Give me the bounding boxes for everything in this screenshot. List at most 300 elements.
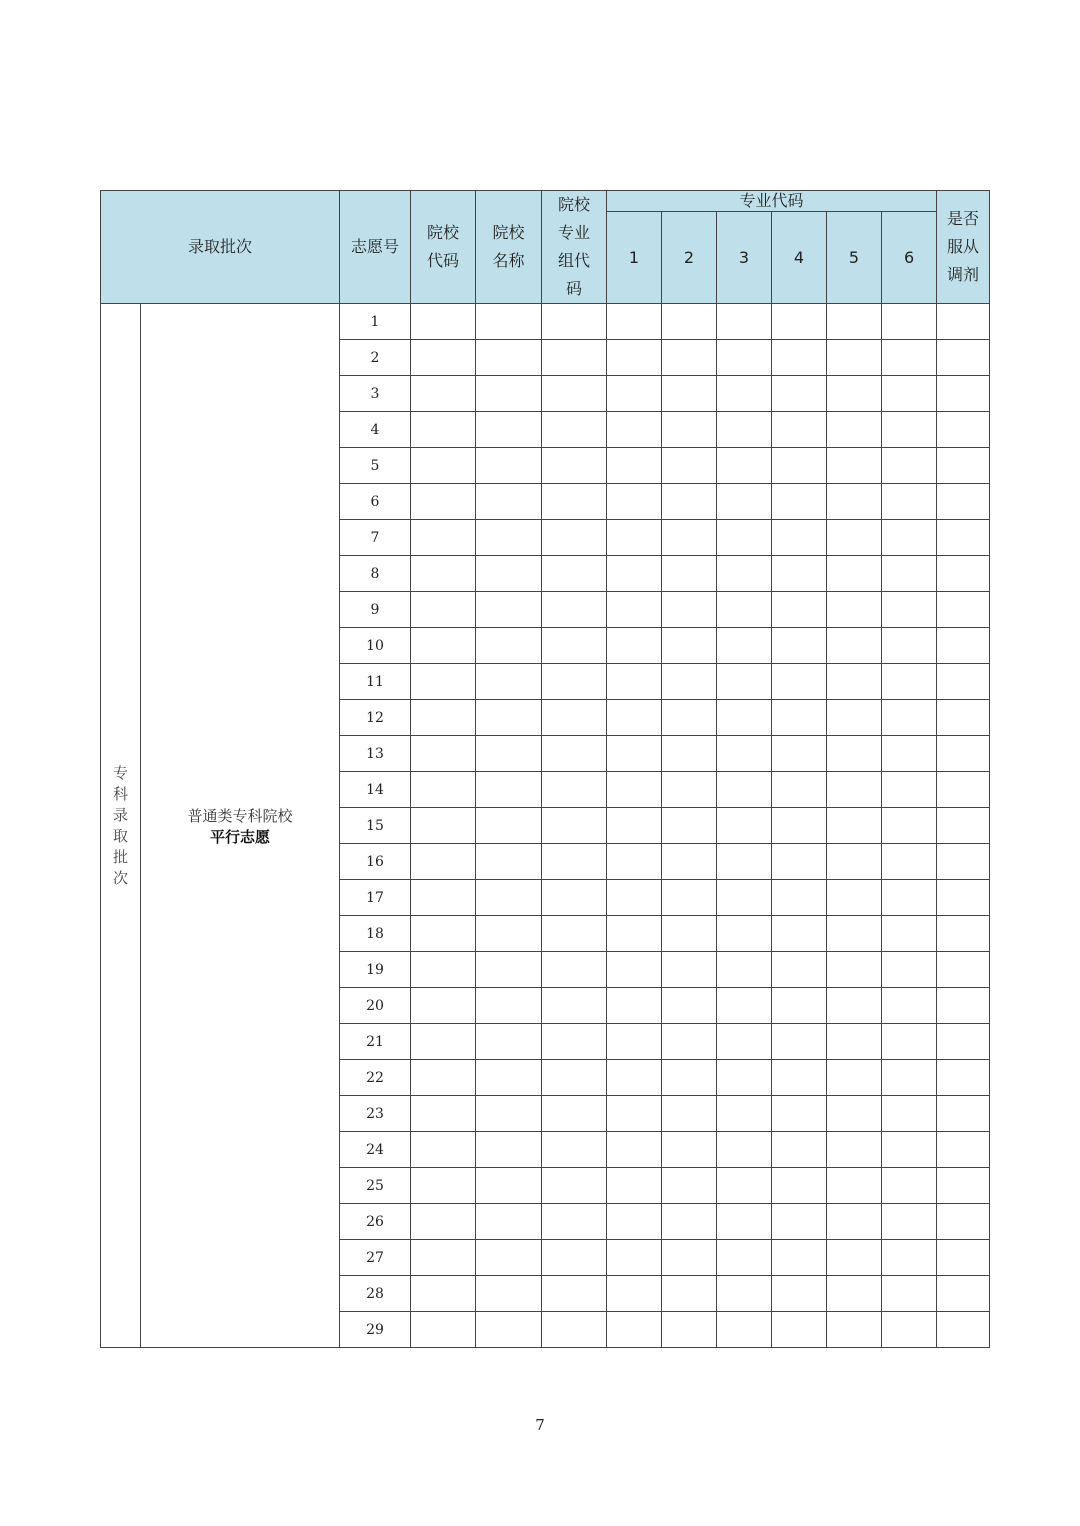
choice-number: 11 <box>340 664 411 700</box>
school-code-cell[interactable] <box>411 1240 476 1276</box>
major-code-1-cell[interactable] <box>607 808 662 844</box>
school-name-cell[interactable] <box>476 484 542 520</box>
major-code-5-cell[interactable] <box>827 520 882 556</box>
group-code-cell[interactable] <box>542 340 607 376</box>
major-code-5-cell[interactable] <box>827 1204 882 1240</box>
major-code-6-cell[interactable] <box>882 808 937 844</box>
major-code-2-cell[interactable] <box>662 916 717 952</box>
comply-cell[interactable] <box>937 556 990 592</box>
major-code-5-cell[interactable] <box>827 1096 882 1132</box>
school-name-cell[interactable] <box>476 556 542 592</box>
major-code-4-cell[interactable] <box>772 1060 827 1096</box>
major-code-2-cell[interactable] <box>662 412 717 448</box>
major-code-3-cell[interactable] <box>717 592 772 628</box>
major-code-3-cell[interactable] <box>717 340 772 376</box>
major-code-3-cell[interactable] <box>717 304 772 340</box>
major-code-3-cell[interactable] <box>717 772 772 808</box>
school-name-cell[interactable] <box>476 844 542 880</box>
major-code-4-cell[interactable] <box>772 484 827 520</box>
school-code-cell[interactable] <box>411 592 476 628</box>
major-code-1-cell[interactable] <box>607 1060 662 1096</box>
school-code-cell[interactable] <box>411 1312 476 1348</box>
school-code-cell[interactable] <box>411 1276 476 1312</box>
major-code-6-cell[interactable] <box>882 880 937 916</box>
school-code-cell[interactable] <box>411 772 476 808</box>
major-code-6-cell[interactable] <box>882 1312 937 1348</box>
major-code-4-cell[interactable] <box>772 1024 827 1060</box>
school-code-cell[interactable] <box>411 844 476 880</box>
major-code-3-cell[interactable] <box>717 1312 772 1348</box>
comply-cell[interactable] <box>937 1168 990 1204</box>
school-name-cell[interactable] <box>476 1276 542 1312</box>
school-code-cell[interactable] <box>411 484 476 520</box>
major-code-6-cell[interactable] <box>882 1204 937 1240</box>
major-code-6-cell[interactable] <box>882 448 937 484</box>
major-code-2-cell[interactable] <box>662 1060 717 1096</box>
major-code-2-cell[interactable] <box>662 1132 717 1168</box>
major-code-3-cell[interactable] <box>717 664 772 700</box>
comply-cell[interactable] <box>937 700 990 736</box>
group-code-cell[interactable] <box>542 1276 607 1312</box>
school-code-cell[interactable] <box>411 736 476 772</box>
major-code-3-cell[interactable] <box>717 1168 772 1204</box>
school-name-cell[interactable] <box>476 1096 542 1132</box>
major-code-1-cell[interactable] <box>607 880 662 916</box>
school-code-cell[interactable] <box>411 880 476 916</box>
group-code-cell[interactable] <box>542 844 607 880</box>
choice-number: 8 <box>340 556 411 592</box>
choice-number: 3 <box>340 376 411 412</box>
major-code-6-cell[interactable] <box>882 1024 937 1060</box>
major-code-4-cell[interactable] <box>772 736 827 772</box>
major-code-6-cell[interactable] <box>882 484 937 520</box>
major-code-2-cell[interactable] <box>662 592 717 628</box>
major-code-3-cell[interactable] <box>717 700 772 736</box>
major-code-6-cell[interactable] <box>882 592 937 628</box>
major-code-1-cell[interactable] <box>607 520 662 556</box>
major-code-5-cell[interactable] <box>827 304 882 340</box>
major-code-2-cell[interactable] <box>662 484 717 520</box>
major-code-5-cell[interactable] <box>827 952 882 988</box>
group-code-cell[interactable] <box>542 880 607 916</box>
major-code-2-cell[interactable] <box>662 1168 717 1204</box>
school-code-cell[interactable] <box>411 664 476 700</box>
group-code-cell[interactable] <box>542 916 607 952</box>
major-code-4-cell[interactable] <box>772 412 827 448</box>
major-code-4-cell[interactable] <box>772 808 827 844</box>
major-code-6-cell[interactable] <box>882 1132 937 1168</box>
school-name-cell[interactable] <box>476 628 542 664</box>
comply-cell[interactable] <box>937 772 990 808</box>
group-code-cell[interactable] <box>542 952 607 988</box>
comply-cell[interactable] <box>937 988 990 1024</box>
major-code-1-cell[interactable] <box>607 556 662 592</box>
major-code-2-cell[interactable] <box>662 304 717 340</box>
major-code-3-cell[interactable] <box>717 1276 772 1312</box>
major-code-6-cell[interactable] <box>882 412 937 448</box>
major-code-3-cell[interactable] <box>717 520 772 556</box>
comply-cell[interactable] <box>937 484 990 520</box>
header-school-name: 院校 名称 <box>476 191 542 304</box>
major-code-2-cell[interactable] <box>662 844 717 880</box>
major-code-3-cell[interactable] <box>717 1060 772 1096</box>
major-code-6-cell[interactable] <box>882 628 937 664</box>
major-code-4-cell[interactable] <box>772 700 827 736</box>
major-code-3-cell[interactable] <box>717 1204 772 1240</box>
major-code-6-cell[interactable] <box>882 340 937 376</box>
school-code-cell[interactable] <box>411 448 476 484</box>
major-code-5-cell[interactable] <box>827 1312 882 1348</box>
major-code-5-cell[interactable] <box>827 340 882 376</box>
comply-cell[interactable] <box>937 376 990 412</box>
major-code-4-cell[interactable] <box>772 1168 827 1204</box>
major-code-4-cell[interactable] <box>772 772 827 808</box>
school-code-cell[interactable] <box>411 520 476 556</box>
major-code-5-cell[interactable] <box>827 808 882 844</box>
batch-vertical-label <box>101 304 141 1348</box>
choice-number: 29 <box>340 1312 411 1348</box>
comply-cell[interactable] <box>937 520 990 556</box>
group-code-cell[interactable] <box>542 664 607 700</box>
major-code-1-cell[interactable] <box>607 1312 662 1348</box>
comply-cell[interactable] <box>937 592 990 628</box>
comply-cell[interactable] <box>937 628 990 664</box>
major-code-4-cell[interactable] <box>772 988 827 1024</box>
major-code-3-cell[interactable] <box>717 556 772 592</box>
comply-cell[interactable] <box>937 412 990 448</box>
major-code-3-cell[interactable] <box>717 916 772 952</box>
group-code-cell[interactable] <box>542 448 607 484</box>
major-code-4-cell[interactable] <box>772 592 827 628</box>
major-code-4-cell[interactable] <box>772 340 827 376</box>
major-code-2-cell[interactable] <box>662 1096 717 1132</box>
major-code-3-cell[interactable] <box>717 1096 772 1132</box>
major-code-5-cell[interactable] <box>827 916 882 952</box>
comply-cell[interactable] <box>937 736 990 772</box>
major-code-6-cell[interactable] <box>882 700 937 736</box>
comply-cell[interactable] <box>937 1240 990 1276</box>
major-code-5-cell[interactable] <box>827 448 882 484</box>
school-code-cell[interactable] <box>411 700 476 736</box>
major-code-1-cell[interactable] <box>607 772 662 808</box>
major-code-2-cell[interactable] <box>662 988 717 1024</box>
major-code-6-cell[interactable] <box>882 844 937 880</box>
major-code-1-cell[interactable] <box>607 1276 662 1312</box>
school-code-cell[interactable] <box>411 340 476 376</box>
major-code-4-cell[interactable] <box>772 556 827 592</box>
school-code-cell[interactable] <box>411 1060 476 1096</box>
group-code-cell[interactable] <box>542 520 607 556</box>
major-code-5-cell[interactable] <box>827 592 882 628</box>
school-code-cell[interactable] <box>411 1168 476 1204</box>
major-code-2-cell[interactable] <box>662 448 717 484</box>
group-code-cell[interactable] <box>542 772 607 808</box>
major-code-5-cell[interactable] <box>827 628 882 664</box>
major-code-3-cell[interactable] <box>717 988 772 1024</box>
group-code-cell[interactable] <box>542 988 607 1024</box>
school-name-cell[interactable] <box>476 304 542 340</box>
school-name-cell[interactable] <box>476 664 542 700</box>
comply-cell[interactable] <box>937 844 990 880</box>
major-code-2-cell[interactable] <box>662 520 717 556</box>
major-code-3-cell[interactable] <box>717 484 772 520</box>
major-code-1-cell[interactable] <box>607 340 662 376</box>
major-code-1-cell[interactable] <box>607 1132 662 1168</box>
major-code-3-cell[interactable] <box>717 448 772 484</box>
major-code-5-cell[interactable] <box>827 484 882 520</box>
comply-cell[interactable] <box>937 448 990 484</box>
batch-vertical-char: 录 <box>112 805 128 824</box>
major-code-1-cell[interactable] <box>607 592 662 628</box>
major-code-5-cell[interactable] <box>827 1168 882 1204</box>
comply-cell[interactable] <box>937 1276 990 1312</box>
group-code-cell[interactable] <box>542 1132 607 1168</box>
comply-cell[interactable] <box>937 1132 990 1168</box>
major-code-2-cell[interactable] <box>662 952 717 988</box>
major-code-4-cell[interactable] <box>772 1096 827 1132</box>
major-code-5-cell[interactable] <box>827 376 882 412</box>
school-name-cell[interactable] <box>476 592 542 628</box>
major-code-5-cell[interactable] <box>827 1060 882 1096</box>
major-code-5-cell[interactable] <box>827 880 882 916</box>
school-name-cell[interactable] <box>476 1132 542 1168</box>
major-code-2-cell[interactable] <box>662 340 717 376</box>
school-name-cell[interactable] <box>476 988 542 1024</box>
major-code-5-cell[interactable] <box>827 736 882 772</box>
group-code-cell[interactable] <box>542 1312 607 1348</box>
comply-cell[interactable] <box>937 808 990 844</box>
school-name-cell[interactable] <box>476 1312 542 1348</box>
major-code-2-cell[interactable] <box>662 1312 717 1348</box>
group-code-cell[interactable] <box>542 1240 607 1276</box>
major-code-6-cell[interactable] <box>882 988 937 1024</box>
major-code-6-cell[interactable] <box>882 664 937 700</box>
major-code-3-cell[interactable] <box>717 1024 772 1060</box>
major-code-1-cell[interactable] <box>607 952 662 988</box>
comply-cell[interactable] <box>937 1204 990 1240</box>
major-code-2-cell[interactable] <box>662 376 717 412</box>
group-code-cell[interactable] <box>542 412 607 448</box>
comply-cell[interactable] <box>937 1096 990 1132</box>
major-code-1-cell[interactable] <box>607 412 662 448</box>
major-code-4-cell[interactable] <box>772 916 827 952</box>
school-name-cell[interactable] <box>476 808 542 844</box>
major-code-3-cell[interactable] <box>717 844 772 880</box>
major-code-4-cell[interactable] <box>772 1276 827 1312</box>
major-code-6-cell[interactable] <box>882 916 937 952</box>
major-code-6-cell[interactable] <box>882 772 937 808</box>
school-code-cell[interactable] <box>411 376 476 412</box>
school-code-cell[interactable] <box>411 304 476 340</box>
major-code-1-cell[interactable] <box>607 1024 662 1060</box>
school-name-cell[interactable] <box>476 1204 542 1240</box>
comply-cell[interactable] <box>937 916 990 952</box>
group-code-cell[interactable] <box>542 736 607 772</box>
school-code-cell[interactable] <box>411 1096 476 1132</box>
major-code-1-cell[interactable] <box>607 916 662 952</box>
school-name-cell[interactable] <box>476 700 542 736</box>
major-code-2-cell[interactable] <box>662 808 717 844</box>
major-code-4-cell[interactable] <box>772 880 827 916</box>
major-code-4-cell[interactable] <box>772 1312 827 1348</box>
school-code-cell[interactable] <box>411 988 476 1024</box>
group-code-cell[interactable] <box>542 700 607 736</box>
major-code-4-cell[interactable] <box>772 376 827 412</box>
school-name-cell[interactable] <box>476 1060 542 1096</box>
major-code-3-cell[interactable] <box>717 1240 772 1276</box>
major-code-4-cell[interactable] <box>772 844 827 880</box>
school-code-cell[interactable] <box>411 556 476 592</box>
major-code-5-cell[interactable] <box>827 1024 882 1060</box>
major-code-1-cell[interactable] <box>607 484 662 520</box>
group-code-cell[interactable] <box>542 1204 607 1240</box>
school-code-cell[interactable] <box>411 952 476 988</box>
group-code-cell[interactable] <box>542 1096 607 1132</box>
comply-cell[interactable] <box>937 340 990 376</box>
major-code-2-cell[interactable] <box>662 700 717 736</box>
major-code-1-cell[interactable] <box>607 1204 662 1240</box>
header-major-col-5: 5 <box>827 212 882 304</box>
major-code-2-cell[interactable] <box>662 736 717 772</box>
group-code-cell[interactable] <box>542 1024 607 1060</box>
major-code-2-cell[interactable] <box>662 1204 717 1240</box>
major-code-2-cell[interactable] <box>662 1276 717 1312</box>
major-code-6-cell[interactable] <box>882 556 937 592</box>
comply-cell[interactable] <box>937 1024 990 1060</box>
major-code-4-cell[interactable] <box>772 1132 827 1168</box>
school-name-cell[interactable] <box>476 1240 542 1276</box>
school-code-cell[interactable] <box>411 1024 476 1060</box>
major-code-5-cell[interactable] <box>827 772 882 808</box>
school-name-cell[interactable] <box>476 376 542 412</box>
choice-number: 14 <box>340 772 411 808</box>
major-code-4-cell[interactable] <box>772 628 827 664</box>
comply-cell[interactable] <box>937 880 990 916</box>
major-code-1-cell[interactable] <box>607 448 662 484</box>
major-code-5-cell[interactable] <box>827 988 882 1024</box>
school-name-cell[interactable] <box>476 916 542 952</box>
major-code-6-cell[interactable] <box>882 1168 937 1204</box>
major-code-5-cell[interactable] <box>827 664 882 700</box>
school-name-cell[interactable] <box>476 412 542 448</box>
school-code-cell[interactable] <box>411 916 476 952</box>
major-code-1-cell[interactable] <box>607 664 662 700</box>
major-code-5-cell[interactable] <box>827 1276 882 1312</box>
major-code-3-cell[interactable] <box>717 952 772 988</box>
school-code-cell[interactable] <box>411 412 476 448</box>
comply-cell[interactable] <box>937 1060 990 1096</box>
school-name-cell[interactable] <box>476 772 542 808</box>
group-code-cell[interactable] <box>542 556 607 592</box>
major-code-1-cell[interactable] <box>607 628 662 664</box>
school-code-cell[interactable] <box>411 628 476 664</box>
school-code-cell[interactable] <box>411 1204 476 1240</box>
major-code-4-cell[interactable] <box>772 520 827 556</box>
major-code-6-cell[interactable] <box>882 736 937 772</box>
group-code-cell[interactable] <box>542 1168 607 1204</box>
major-code-1-cell[interactable] <box>607 700 662 736</box>
major-code-5-cell[interactable] <box>827 412 882 448</box>
major-code-2-cell[interactable] <box>662 1024 717 1060</box>
major-code-6-cell[interactable] <box>882 520 937 556</box>
school-code-cell[interactable] <box>411 1132 476 1168</box>
major-code-1-cell[interactable] <box>607 304 662 340</box>
school-name-cell[interactable] <box>476 1024 542 1060</box>
school-name-cell[interactable] <box>476 1168 542 1204</box>
major-code-1-cell[interactable] <box>607 1096 662 1132</box>
school-name-cell[interactable] <box>476 520 542 556</box>
group-code-cell[interactable] <box>542 808 607 844</box>
group-code-cell[interactable] <box>542 592 607 628</box>
major-code-2-cell[interactable] <box>662 664 717 700</box>
comply-cell[interactable] <box>937 952 990 988</box>
choice-number: 10 <box>340 628 411 664</box>
major-code-4-cell[interactable] <box>772 448 827 484</box>
major-code-5-cell[interactable] <box>827 844 882 880</box>
major-code-4-cell[interactable] <box>772 664 827 700</box>
group-code-cell[interactable] <box>542 304 607 340</box>
comply-cell[interactable] <box>937 1312 990 1348</box>
group-code-cell[interactable] <box>542 376 607 412</box>
major-code-4-cell[interactable] <box>772 952 827 988</box>
major-code-1-cell[interactable] <box>607 376 662 412</box>
major-code-6-cell[interactable] <box>882 1276 937 1312</box>
school-code-cell[interactable] <box>411 808 476 844</box>
comply-cell[interactable] <box>937 664 990 700</box>
group-code-cell[interactable] <box>542 628 607 664</box>
major-code-3-cell[interactable] <box>717 1132 772 1168</box>
major-code-3-cell[interactable] <box>717 736 772 772</box>
school-name-cell[interactable] <box>476 736 542 772</box>
major-code-2-cell[interactable] <box>662 772 717 808</box>
major-code-4-cell[interactable] <box>772 1204 827 1240</box>
major-code-6-cell[interactable] <box>882 1240 937 1276</box>
major-code-5-cell[interactable] <box>827 556 882 592</box>
major-code-6-cell[interactable] <box>882 376 937 412</box>
major-code-2-cell[interactable] <box>662 628 717 664</box>
major-code-4-cell[interactable] <box>772 1240 827 1276</box>
group-code-cell[interactable] <box>542 484 607 520</box>
major-code-5-cell[interactable] <box>827 700 882 736</box>
school-name-cell[interactable] <box>476 448 542 484</box>
school-name-cell[interactable] <box>476 340 542 376</box>
major-code-5-cell[interactable] <box>827 1240 882 1276</box>
major-code-1-cell[interactable] <box>607 1240 662 1276</box>
major-code-6-cell[interactable] <box>882 1096 937 1132</box>
major-code-3-cell[interactable] <box>717 808 772 844</box>
major-code-2-cell[interactable] <box>662 1240 717 1276</box>
major-code-6-cell[interactable] <box>882 952 937 988</box>
major-code-6-cell[interactable] <box>882 1060 937 1096</box>
major-code-1-cell[interactable] <box>607 988 662 1024</box>
comply-cell[interactable] <box>937 304 990 340</box>
major-code-1-cell[interactable] <box>607 844 662 880</box>
major-code-2-cell[interactable] <box>662 880 717 916</box>
major-code-4-cell[interactable] <box>772 304 827 340</box>
school-name-cell[interactable] <box>476 880 542 916</box>
school-name-cell[interactable] <box>476 952 542 988</box>
major-code-2-cell[interactable] <box>662 556 717 592</box>
major-code-3-cell[interactable] <box>717 880 772 916</box>
major-code-1-cell[interactable] <box>607 1168 662 1204</box>
major-code-3-cell[interactable] <box>717 628 772 664</box>
major-code-5-cell[interactable] <box>827 1132 882 1168</box>
major-code-6-cell[interactable] <box>882 304 937 340</box>
major-code-3-cell[interactable] <box>717 412 772 448</box>
major-code-1-cell[interactable] <box>607 736 662 772</box>
group-code-cell[interactable] <box>542 1060 607 1096</box>
major-code-3-cell[interactable] <box>717 376 772 412</box>
